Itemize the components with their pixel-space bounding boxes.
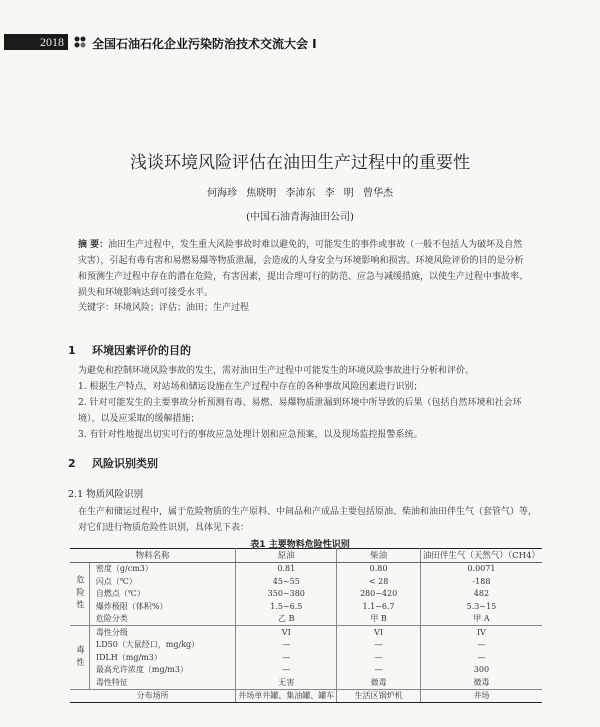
section-1-paragraph-3: 2. 针对可能发生的主要事故分析预测有毒、易燃、易爆物质泄漏到环境中所导致的后果（包括自然环境和社会环境），以及应采取的缓解措施； xyxy=(78,398,522,424)
table-cell: 5.3~15 xyxy=(466,601,497,611)
header-year: 2018 xyxy=(40,35,64,49)
table-cell: VI xyxy=(337,626,421,639)
table-cell: 1.1~6.7 xyxy=(337,600,421,613)
table-category-hazard: 危险性 xyxy=(70,562,89,626)
section-2-heading xyxy=(68,455,158,471)
table-cell: — xyxy=(337,651,421,664)
table-header-cell: 原油 xyxy=(236,549,337,563)
table-cell: 最高允许浓度（mg/m3） xyxy=(89,664,235,677)
table-cell: 0.0071 xyxy=(467,564,496,574)
table-cell: 无害 xyxy=(236,676,337,689)
table-cell: 300 xyxy=(473,665,490,675)
table-cell: 闪点（℃） xyxy=(89,575,235,588)
abstract xyxy=(78,237,528,301)
section-2-1-heading: 2.1 物质风险识别 xyxy=(68,489,144,500)
section-2-number: 2 xyxy=(68,457,76,470)
table-cell: — xyxy=(236,651,337,664)
table-cell: 自燃点（℃） xyxy=(89,588,235,601)
hazard-table xyxy=(70,548,542,703)
table-cell: 分布场所 xyxy=(70,689,236,703)
table-cell: — xyxy=(477,640,486,650)
keywords: 关键字：环境风险；评估；油田；生产过程 xyxy=(78,303,250,313)
table-cell: — xyxy=(477,652,486,662)
table-cell: VI xyxy=(236,626,337,639)
table-cell: 482 xyxy=(473,589,490,599)
table-cell: IDLH（mg/m3） xyxy=(89,651,235,664)
table-cell: 1.5~6.5 xyxy=(236,600,337,613)
section-1-paragraph-2: 1. 根据生产特点，对站场和储运设施在生产过程中存在的各种事故风险因素进行识别； xyxy=(78,382,423,392)
section-1-number: 1 xyxy=(68,344,76,357)
conference-logo-icon xyxy=(74,36,86,48)
table-row xyxy=(70,651,542,664)
table-cell: 微毒 xyxy=(473,677,490,687)
section-1-title: 环境因素评价的目的 xyxy=(92,344,191,357)
table-row xyxy=(70,588,542,601)
table-row xyxy=(70,562,542,575)
table-cell: 280~420 xyxy=(337,588,421,601)
table-row xyxy=(70,664,542,677)
table-cell: 微毒 xyxy=(337,676,421,689)
table-cell: 井场 xyxy=(420,689,542,703)
section-2-title: 风险识别类别 xyxy=(92,457,158,470)
table-row xyxy=(70,575,542,588)
table-row xyxy=(70,689,542,703)
table-cell: < 28 xyxy=(337,575,421,588)
table-header-cell: 油田伴生气（天然气）（CH4） xyxy=(420,549,542,563)
table-header-cell: 柴油 xyxy=(337,549,421,563)
table-header-row xyxy=(70,549,542,563)
table-cell: 乙 B xyxy=(236,613,337,626)
table-cell: — xyxy=(337,639,421,652)
table-row xyxy=(70,639,542,652)
table-cell: 甲 B xyxy=(337,613,421,626)
table-cell: IV xyxy=(420,626,542,639)
table-cell: 0.81 xyxy=(236,562,337,575)
table-row xyxy=(70,600,542,613)
table-category-toxic: 毒性 xyxy=(70,626,89,690)
conference-title: 全国石油石化企业污染防治技术交流大会 I xyxy=(92,37,317,51)
abstract-label: 摘 要： xyxy=(78,240,109,250)
table-cell: — xyxy=(236,664,337,677)
table-row xyxy=(70,613,542,626)
table-cell: 毒性特征 xyxy=(89,676,235,689)
abstract-text: 油田生产过程中，发生重大风险事故时难以避免的，可能发生的事件或事故（一般不包括人为破坏及自然灾害），引起有毒有害和易燃易爆等物质泄漏，会造成的人身安全与环境影响和损害。环境风险评价的目的是分析和预测生产过程中存在的潜在危险，有害因素，提出合理可行的防范、应急与减缓措施，以使生产过程中事故率、损失和环境影响达到可接受水平。 xyxy=(78,240,529,298)
table-row xyxy=(70,626,542,639)
table-cell: 0.80 xyxy=(337,562,421,575)
table-cell: 甲 A xyxy=(473,614,490,624)
table-cell: 毒性分级 xyxy=(89,626,235,639)
paper-authors: 何海珍 焦晓明 李沛东 李 明 曾华杰 xyxy=(207,188,393,199)
table-cell: 生活区锅炉机 xyxy=(337,689,421,703)
table-cell: 45~55 xyxy=(236,575,337,588)
section-1-heading xyxy=(68,342,191,358)
header-year-box xyxy=(4,34,68,50)
section-1-paragraph-1: 为避免和控制环境风险事故的发生，需对油田生产过程中可能发生的环境风险事故进行分析和评价。 xyxy=(78,366,475,376)
section-1-paragraph-4: 3. 有针对性地提出切实可行的事故应急处理计划和应急预案，以及现场监控报警系统。 xyxy=(78,430,423,440)
table-row xyxy=(70,676,542,689)
table-caption: 表1 主要物料危险性识别 xyxy=(250,540,350,550)
table-cell: 爆炸极限（体积%） xyxy=(89,600,235,613)
table-cell: -188 xyxy=(472,576,491,586)
table-cell: 密度（g/cm3） xyxy=(89,562,235,575)
paper-affiliation: (中国石油青海油田公司) xyxy=(246,212,354,223)
section-2-1-paragraph-1: 在生产和储运过程中，属于危险物质的生产原料、中间品和产成品主要包括原油、柴油和油田伴生气（套管气）等，对它们进行物质危险性识别，具体见下表： xyxy=(78,507,538,533)
table-cell: 井场单井罐、集油罐、罐车 xyxy=(236,689,337,703)
table-cell: 危险分类 xyxy=(89,613,235,626)
paper-title: 浅谈环境风险评估在油田生产过程中的重要性 xyxy=(130,153,470,173)
table-header-cell: 物料名称 xyxy=(70,549,236,563)
table-cell: 350~380 xyxy=(236,588,337,601)
table-cell: LD50（大鼠经口，mg/kg） xyxy=(89,639,235,652)
table-cell: — xyxy=(236,639,337,652)
table-cell: — xyxy=(337,664,421,677)
